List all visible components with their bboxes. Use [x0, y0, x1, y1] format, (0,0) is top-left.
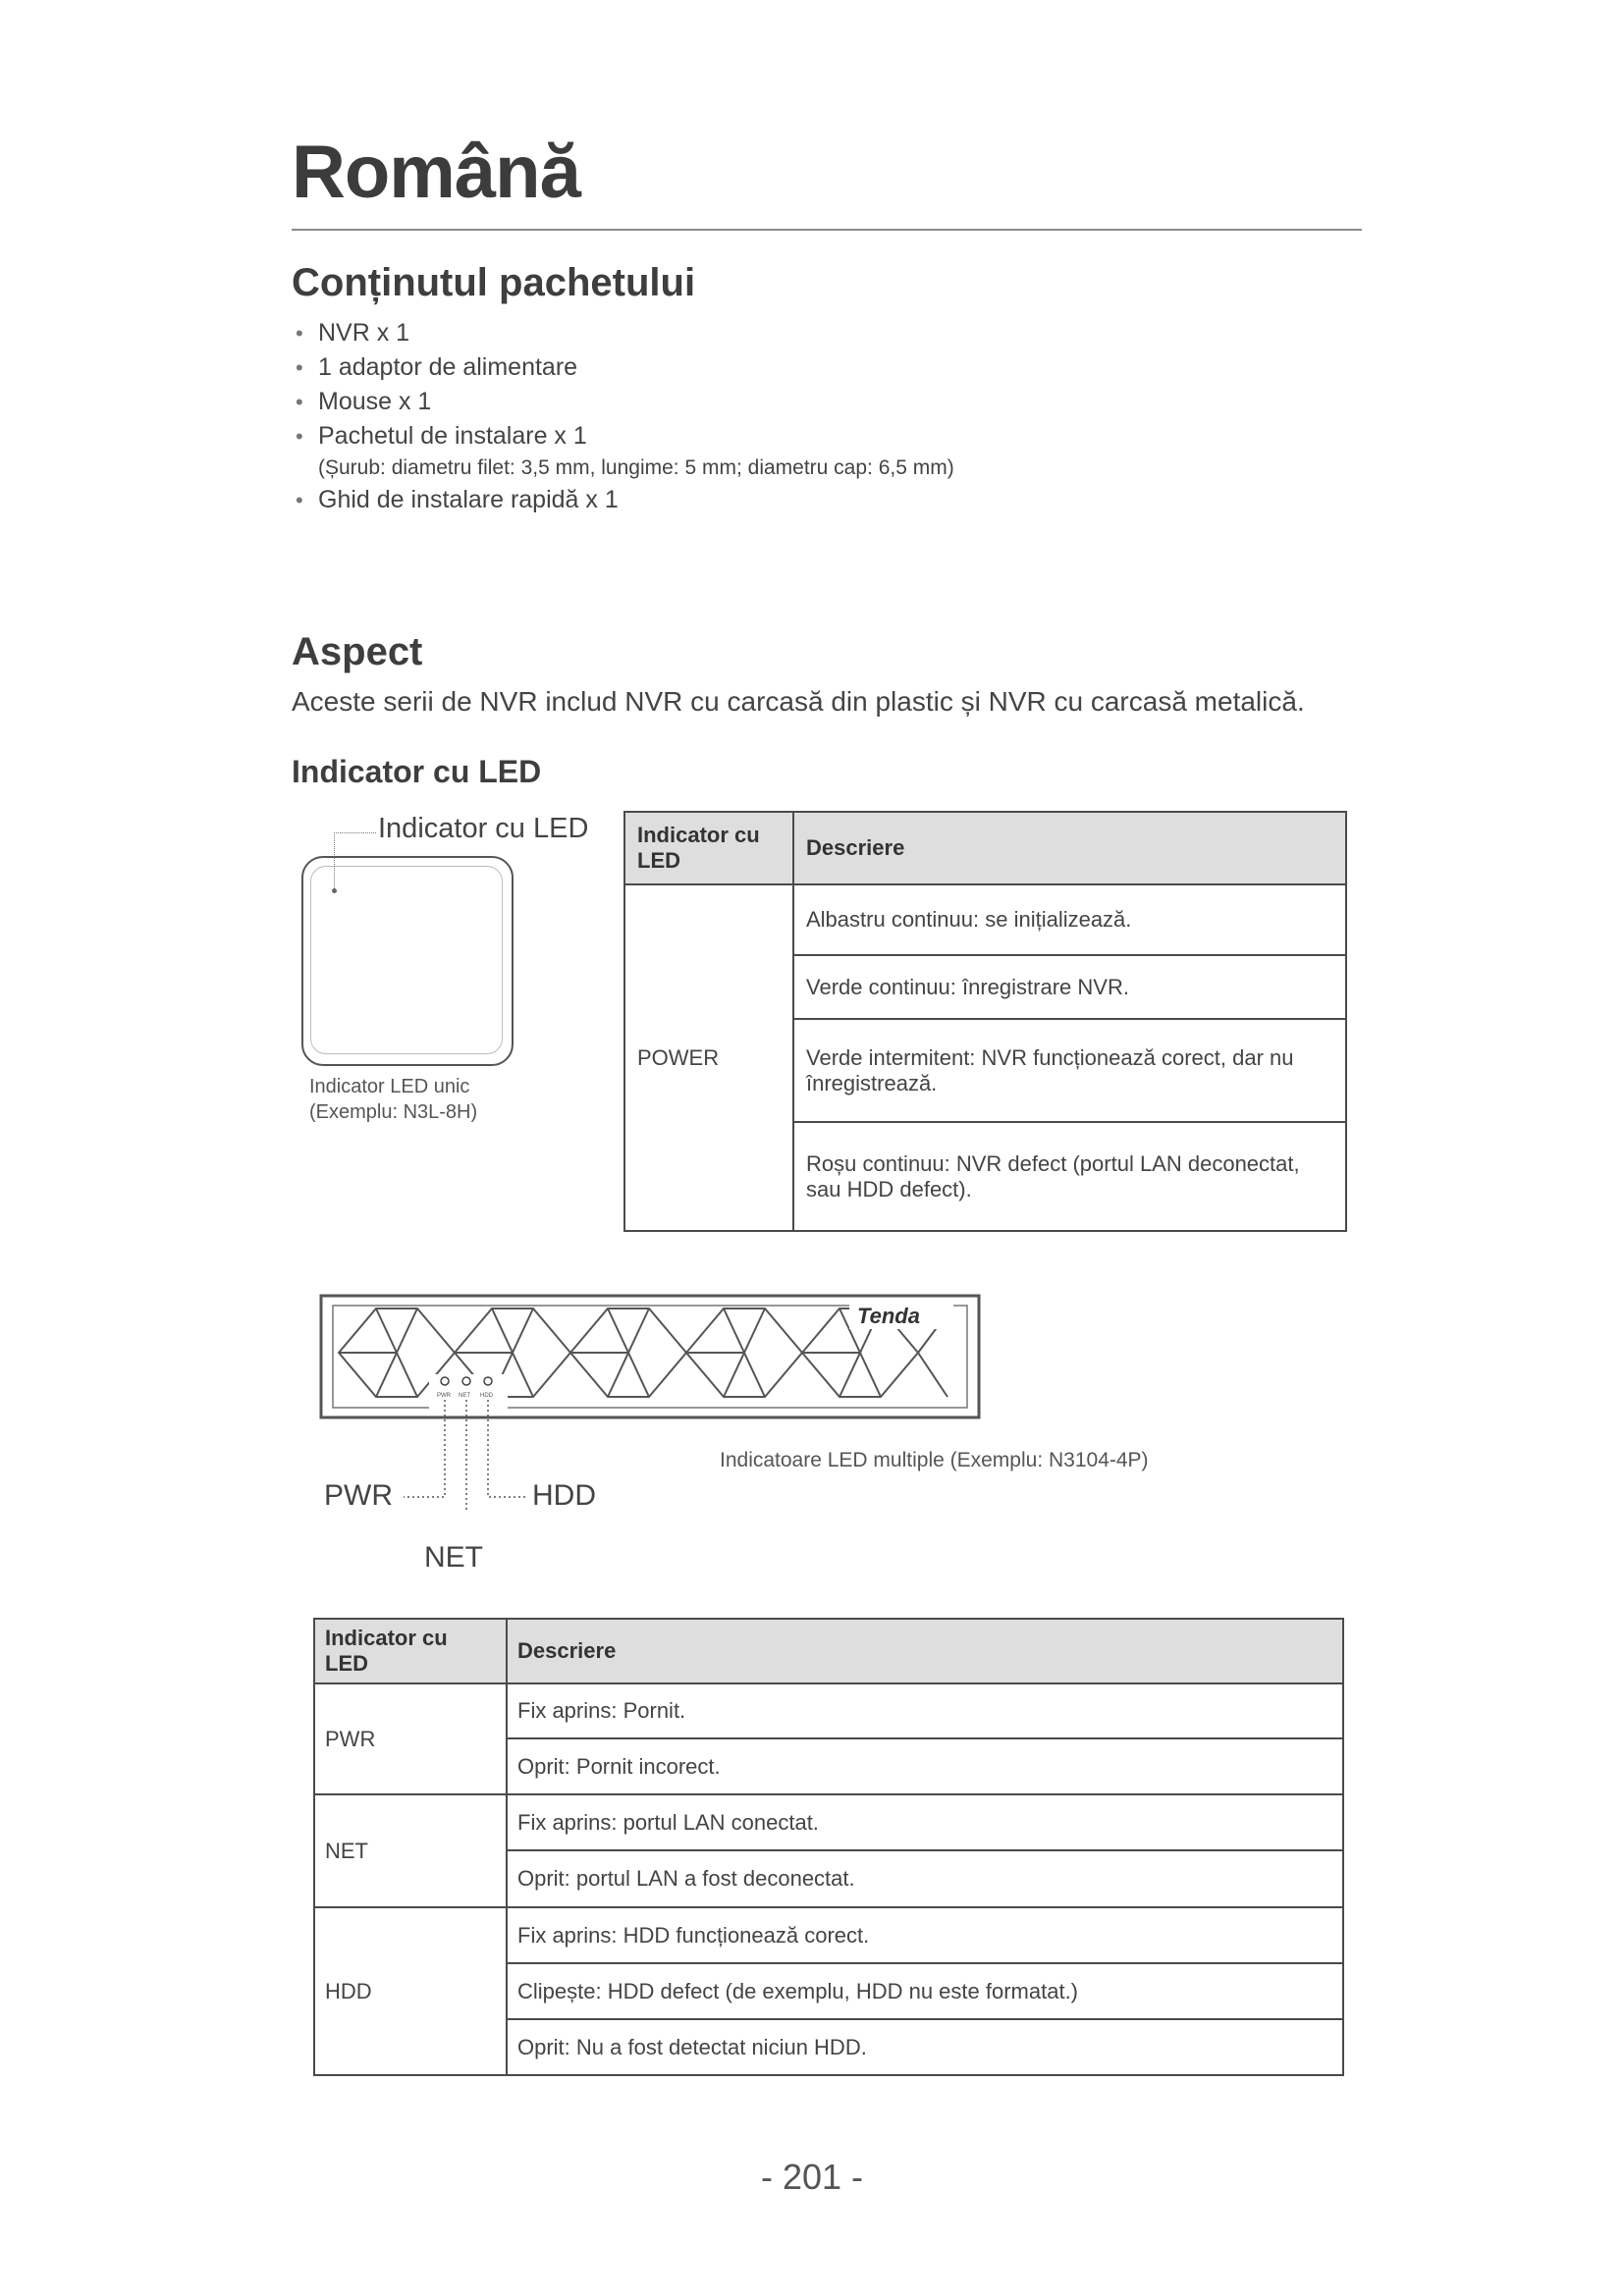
multi-led-device-illustration	[319, 1294, 987, 1510]
table-cell-indicator-hdd: HDD	[314, 1907, 507, 2075]
tiny-hdd-label: HDD	[480, 1393, 493, 1399]
package-list	[292, 316, 954, 517]
tiny-pwr-label: PWR	[437, 1393, 451, 1399]
table-header-indicator: Indicator cu LED	[624, 812, 793, 884]
table-cell-description: Oprit: Pornit incorect.	[507, 1738, 1343, 1794]
brand-logo: Tenda	[857, 1304, 920, 1328]
list-item: • NVR x 1	[292, 316, 954, 350]
single-led-leader-line	[334, 832, 376, 890]
aspect-description: Aceste serii de NVR includ NVR cu carcasă din plastic și NVR cu carcasă metalică.	[292, 686, 1305, 717]
table-cell-description: Oprit: Nu a fost detectat niciun HDD.	[507, 2019, 1343, 2075]
table-cell-description: Fix aprins: Pornit.	[507, 1683, 1343, 1738]
pwr-led-label: PWR	[324, 1479, 393, 1512]
aspect-heading: Aspect	[292, 630, 423, 673]
table-header-description: Descriere	[793, 812, 1346, 884]
list-item: • Pachetul de instalare x 1	[292, 419, 954, 454]
table-cell-description: Albastru continuu: se inițializează.	[793, 884, 1346, 955]
table-cell-description: Roșu continuu: NVR defect (portul LAN deconectat, sau HDD defect).	[793, 1122, 1346, 1231]
page-number: - 201 -	[760, 2157, 864, 2197]
single-led-caption	[309, 1074, 477, 1125]
page-title: Română	[292, 131, 580, 214]
table-cell-description: Verde continuu: înregistrare NVR.	[793, 955, 1346, 1019]
title-divider	[292, 229, 1362, 231]
multi-led-caption: Indicatoare LED multiple (Exemplu: N3104-4P)	[720, 1449, 1149, 1471]
led-heading: Indicator cu LED	[292, 754, 542, 789]
list-item-note: (Șurub: diametru filet: 3,5 mm, lungime: 5 mm; diametru cap: 6,5 mm)	[318, 456, 954, 479]
list-item: • 1 adaptor de alimentare	[292, 350, 954, 385]
single-led-caption-line2: (Exemplu: N3L-8H)	[309, 1101, 478, 1123]
table-header-description: Descriere	[507, 1619, 1343, 1683]
table-cell-description: Fix aprins: portul LAN conectat.	[507, 1794, 1343, 1850]
table-cell-description: Oprit: portul LAN a fost deconectat.	[507, 1850, 1343, 1907]
table-cell-indicator-net: NET	[314, 1794, 507, 1907]
list-item: • Ghid de instalare rapidă x 1	[292, 483, 954, 517]
single-led-device-inner	[310, 866, 503, 1054]
single-led-caption-line1: Indicator LED unic	[309, 1076, 470, 1097]
package-heading: Conținutul pachetului	[292, 261, 696, 304]
net-led-label: NET	[424, 1541, 483, 1574]
multi-led-table	[313, 1618, 1344, 2076]
single-led-label: Indicator cu LED	[378, 813, 589, 844]
single-led-table	[623, 811, 1347, 1232]
table-cell-description: Verde intermitent: NVR funcționează corect, dar nu înregistrează.	[793, 1019, 1346, 1122]
list-item: • Mouse x 1	[292, 385, 954, 419]
tiny-net-label: NET	[459, 1393, 470, 1399]
table-cell-description: Clipește: HDD defect (de exemplu, HDD nu este formatat.)	[507, 1963, 1343, 2019]
table-cell-indicator-pwr: PWR	[314, 1683, 507, 1794]
table-header-indicator: Indicator cu LED	[314, 1619, 507, 1683]
table-cell-description: Fix aprins: HDD funcționează corect.	[507, 1907, 1343, 1963]
led-dot-icon	[332, 888, 337, 893]
table-cell-indicator-power: POWER	[624, 884, 793, 1231]
hdd-led-label: HDD	[532, 1479, 596, 1512]
